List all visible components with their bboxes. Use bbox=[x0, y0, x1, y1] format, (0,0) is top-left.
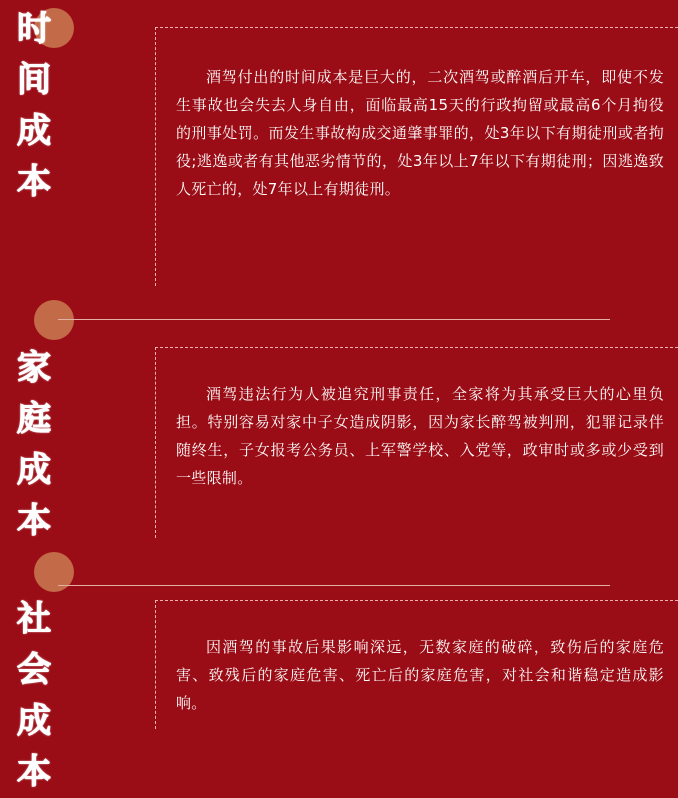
title-char: 庭 bbox=[17, 399, 51, 439]
text-panel-family-cost bbox=[155, 347, 678, 538]
title-char: 成 bbox=[17, 111, 51, 151]
title-char: 本 bbox=[17, 501, 51, 541]
section-title-society-cost bbox=[12, 594, 56, 798]
section-title-time-cost bbox=[12, 4, 56, 208]
title-char: 时 bbox=[17, 9, 51, 49]
title-char: 间 bbox=[17, 60, 51, 100]
paragraph-society-cost: 因酒驾的事故后果影响深远，无数家庭的破碎，致伤后的家庭危害、致残后的家庭危害、死亡后的家庭危害，对社会和谐稳定造成影响。 bbox=[176, 638, 664, 712]
section-divider bbox=[58, 585, 610, 586]
title-char: 本 bbox=[17, 752, 51, 792]
title-char: 会 bbox=[17, 650, 51, 690]
text-panel-time-cost bbox=[155, 27, 678, 286]
text-panel-society-cost bbox=[155, 600, 678, 729]
title-char: 本 bbox=[17, 162, 51, 202]
decorative-circle bbox=[34, 300, 74, 340]
title-char: 家 bbox=[17, 348, 51, 388]
title-char: 成 bbox=[17, 450, 51, 490]
paragraph-time-cost: 酒驾付出的时间成本是巨大的，二次酒驾或醉酒后开车，即使不发生事故也会失去人身自由，面临最高15天的行政拘留或最高6个月拘役的刑事处罚。而发生事故构成交通肇事罪的，处3年以下有期徒刑或者拘役;逃逸或者有其他恶劣情节的，处3年以上7年以下有期徒刑；因逃逸致人死亡的，处7年以上有期徒刑。 bbox=[176, 68, 664, 198]
decorative-circle bbox=[34, 552, 74, 592]
paragraph-family-cost: 酒驾违法行为人被追究刑事责任，全家将为其承受巨大的心里负担。特别容易对家中子女造成阴影，因为家长醉驾被判刑，犯罪记录伴随终生，子女报考公务员、上军警学校、入党等，政审时或多或少受到一些限制。 bbox=[176, 385, 664, 487]
title-char: 社 bbox=[17, 599, 51, 639]
section-divider bbox=[58, 319, 610, 320]
section-title-family-cost bbox=[12, 343, 56, 547]
title-char: 成 bbox=[17, 701, 51, 741]
